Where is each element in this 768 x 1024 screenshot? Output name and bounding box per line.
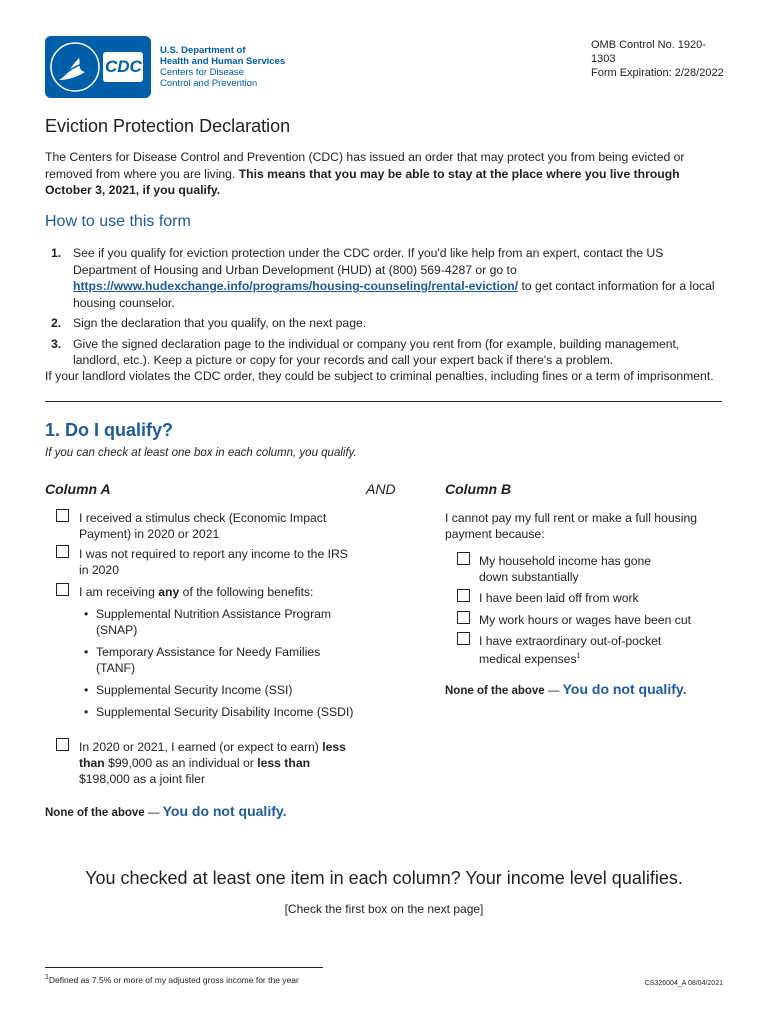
step-1 — [45, 245, 725, 311]
footnote-ref: 1 — [576, 653, 581, 660]
column-b-none-label: None of the above — [445, 685, 545, 697]
item-4-mid: $99,000 as an individual or — [108, 756, 254, 770]
column-b-checkbox-2[interactable] — [457, 589, 470, 602]
step-1-after: to get contact information for a local housing counselor. — [73, 279, 715, 310]
step-3-text: Give the signed declaration page to the individual or company you rent from (for example, building management, landlord, etc.). Keep a picture or copy for your records and call your expert back if there's a problem. — [73, 336, 680, 367]
step-3-number: 3. — [51, 336, 62, 351]
item-4-bold-1: less than — [79, 740, 346, 770]
benefit-ssdi: • Supplemental Security Disability Income (SSDI) — [82, 704, 362, 720]
footnote-text: Defined as 7.5% or more of my adjusted gross income for the year — [48, 974, 299, 985]
column-a-none-dash: — — [147, 807, 160, 819]
qualify-subtext: If you can check at least one box in each column, you qualify. — [45, 447, 357, 459]
steps-list — [45, 245, 725, 373]
agency-line-3: Centers for Disease — [160, 67, 244, 78]
column-b-heading: Column B — [445, 481, 512, 497]
item-3-post: of the following benefits: — [182, 585, 314, 599]
item-4-pre: In 2020 or 2021, I earned (or expect to earn) — [79, 740, 319, 754]
step-3 — [45, 336, 725, 369]
cdc-logo — [45, 36, 151, 98]
column-b-checkbox-1[interactable] — [457, 552, 470, 565]
column-b-item-3: My work hours or wages have been cut — [479, 613, 692, 627]
column-b-item-4 — [479, 633, 689, 667]
footnote-divider — [45, 967, 323, 968]
column-a-checkbox-3[interactable] — [56, 583, 69, 596]
column-b-checkbox-3[interactable] — [457, 611, 470, 624]
item-3-pre: I am receiving — [79, 585, 155, 599]
benefits-list — [82, 606, 362, 726]
agency-line-4: Control and Prevention — [160, 78, 258, 89]
agency-name — [160, 45, 285, 89]
column-a-heading: Column A — [45, 481, 111, 497]
form-code: CS326004_A 08/04/2021 — [644, 980, 723, 987]
agency-line-1: U.S. Department of — [160, 45, 246, 56]
column-a-item-4 — [79, 739, 354, 787]
qualify-heading: 1. Do I qualify? — [45, 420, 174, 440]
item-3-bold: any — [158, 585, 180, 599]
omb-info — [591, 38, 726, 80]
form-expiration: Form Expiration: 2/28/2022 — [591, 67, 724, 79]
step-1-number: 1. — [51, 246, 62, 260]
intro-text: The Centers for Disease Control and Prevention (CDC) has issued an order that may protect you from being evicted or removed from where you are living. — [45, 150, 685, 181]
step-1-text: See if you qualify for eviction protection under the CDC order. If you'd like help from an expert, contact the US Department of Housing and Urban Development (HUD) at (800) 569-4287 or go to — [73, 246, 664, 277]
column-a-item-1: I received a stimulus check (Economic Impact Payment) in 2020 or 2021 — [79, 511, 327, 541]
page-title: Eviction Protection Declaration — [45, 116, 291, 136]
column-a-item-3 — [79, 584, 359, 600]
column-b-none-dash: — — [547, 685, 560, 697]
column-b-item-1: My household income has gone down substantially — [479, 554, 652, 584]
column-b-none — [445, 681, 687, 697]
column-b-intro: I cannot pay my full rent or make a full housing payment because: — [445, 511, 698, 541]
column-b-item-4-text: I have extraordinary out-of-pocket medical expenses — [479, 634, 662, 667]
warning-text: If your landlord violates the CDC order, they could be subject to criminal penalties, including fines or a term of imprisonment. — [45, 369, 714, 383]
omb-control: OMB Control No. 1920-1303 — [591, 39, 706, 65]
and-label: AND — [366, 481, 396, 497]
footnote — [45, 974, 299, 985]
column-a-checkbox-4[interactable] — [56, 738, 69, 751]
column-b-checkbox-4[interactable] — [457, 632, 470, 645]
result-heading: You checked at least one item in each column? Your income level qualifies. — [85, 868, 683, 888]
benefit-tanf: • Temporary Assistance for Needy Families (TANF) — [82, 644, 362, 676]
benefit-ssi: • Supplemental Security Income (SSI) — [82, 682, 362, 698]
step-2-number: 2. — [51, 316, 62, 330]
step-2-text: Sign the declaration that you qualify, on the next page. — [73, 316, 367, 330]
item-4-bold-2: less than — [257, 756, 311, 770]
divider — [45, 401, 722, 402]
hud-link[interactable]: https://www.hudexchange.info/programs/housing-counseling/rental-eviction/ — [73, 279, 519, 293]
column-a-none-label: None of the above — [45, 807, 145, 819]
column-a-item-2: I was not required to report any income to the IRS in 2020 — [79, 547, 348, 577]
column-a-none-result: You do not qualify. — [162, 803, 287, 819]
intro-bold: This means that you may be able to stay at the place where you live through October 3, 2021, if you qualify. — [45, 166, 680, 197]
footnote-mark: 1 — [45, 974, 49, 981]
result-note: [Check the first box on the next page] — [284, 902, 484, 916]
agency-line-2: Health and Human Services — [160, 56, 286, 67]
how-to-heading: How to use this form — [45, 213, 191, 230]
benefit-snap: • Supplemental Nutrition Assistance Program (SNAP) — [82, 606, 362, 638]
item-4-post: $198,000 as a joint filer — [79, 772, 206, 786]
column-a-checkbox-1[interactable] — [56, 509, 69, 522]
column-b-item-2: I have been laid off from work — [479, 591, 639, 605]
intro-paragraph — [45, 149, 725, 199]
column-b-none-result: You do not qualify. — [562, 681, 687, 697]
column-a-none — [45, 803, 287, 819]
column-a-checkbox-2[interactable] — [56, 545, 69, 558]
step-2 — [45, 315, 725, 332]
cdc-logo-text: CDC — [105, 57, 142, 76]
